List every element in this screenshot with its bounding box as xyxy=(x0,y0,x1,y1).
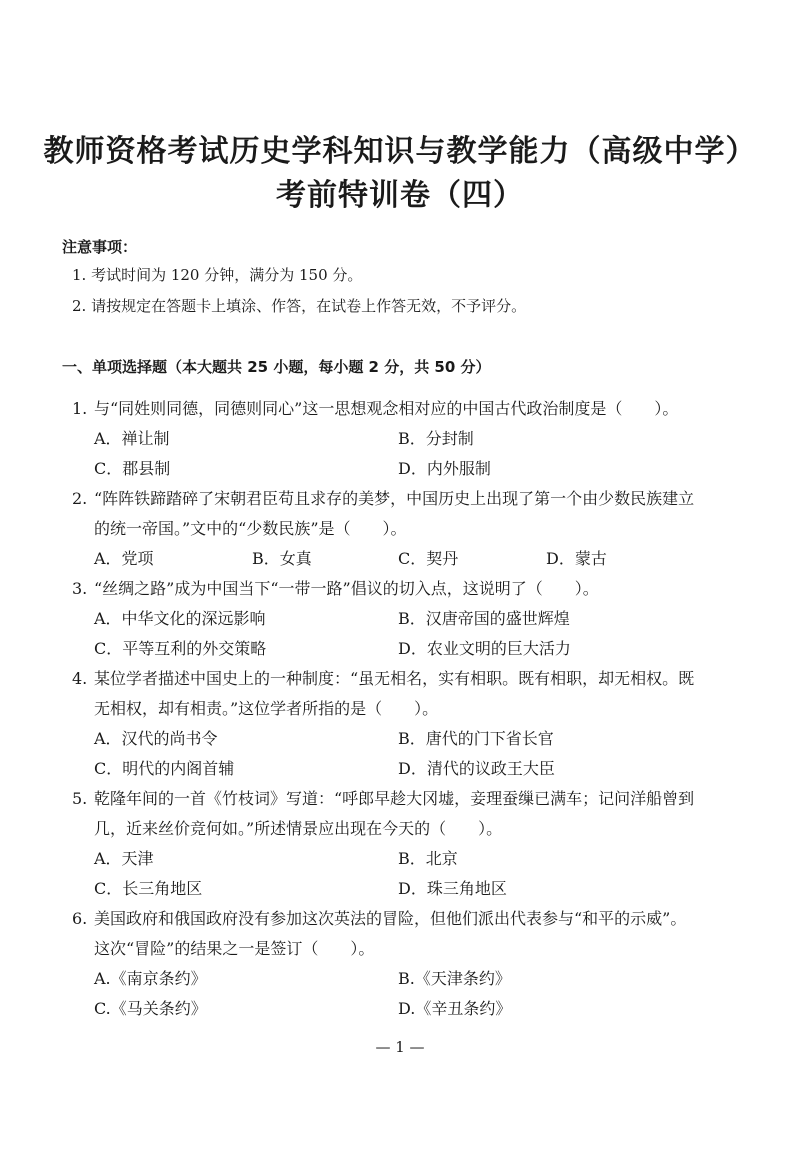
option-c[interactable]: C．郡县制 xyxy=(94,459,171,478)
exam-title-line1: 教师资格考试历史学科知识与教学能力（高级中学） xyxy=(43,134,757,169)
option-b[interactable]: B．北京 xyxy=(398,849,458,868)
option-c[interactable]: C．契丹 xyxy=(398,549,459,568)
question-number: 1. xyxy=(72,399,88,418)
option-a[interactable]: A．中华文化的深远影响 xyxy=(94,609,266,628)
option-b[interactable]: B．女真 xyxy=(252,549,312,568)
question-text-continued: 这次“冒险”的结果之一是签订（ ）。 xyxy=(94,939,375,958)
question-2 xyxy=(72,484,694,514)
notice-heading: 注意事项： xyxy=(62,238,138,256)
option-d[interactable]: D.《辛丑条约》 xyxy=(398,999,512,1018)
question-text: 美国政府和俄国政府没有参加这次英法的冒险，但他们派出代表参与“和平的示威”。 xyxy=(94,909,687,928)
option-d[interactable]: D．蒙古 xyxy=(546,549,607,568)
question-number: 3. xyxy=(72,579,88,598)
question-text-continued: 的统一帝国。”文中的“少数民族”是（ ）。 xyxy=(94,519,407,538)
option-b[interactable]: B.《天津条约》 xyxy=(398,969,511,988)
exam-title-line2: 考前特训卷（四） xyxy=(276,178,524,213)
option-d[interactable]: D．清代的议政王大臣 xyxy=(398,759,555,778)
notice-item: 2. 请按规定在答题卡上填涂、作答，在试卷上作答无效，不予评分。 xyxy=(72,297,527,315)
option-c[interactable]: C.《马关条约》 xyxy=(94,999,207,1018)
option-c[interactable]: C．长三角地区 xyxy=(94,879,203,898)
option-c[interactable]: C．明代的内阁首辅 xyxy=(94,759,235,778)
question-6 xyxy=(72,904,686,934)
question-number: 2. xyxy=(72,489,88,508)
option-a[interactable]: A．禅让制 xyxy=(94,429,170,448)
option-c[interactable]: C．平等互利的外交策略 xyxy=(94,639,267,658)
question-text: 乾隆年间的一首《竹枝词》写道：“呼郎早趁大冈墟，妾理蚕缫已满车；记问洋船曾到 xyxy=(94,789,695,808)
section-heading: 一、单项选择题（本大题共 25 小题，每小题 2 分，共 50 分） xyxy=(62,358,491,376)
question-number: 6. xyxy=(72,909,88,928)
option-d[interactable]: D．农业文明的巨大活力 xyxy=(398,639,571,658)
option-a[interactable]: A.《南京条约》 xyxy=(94,969,207,988)
option-d[interactable]: D．内外服制 xyxy=(398,459,491,478)
question-text-continued: 几，近来丝价竞何如。”所述情景应出现在今天的（ ）。 xyxy=(94,819,503,838)
question-text: “阵阵铁蹄踏碎了宋朝君臣苟且求存的美梦，中国历史上出现了第一个由少数民族建立 xyxy=(94,489,695,508)
question-1 xyxy=(72,394,678,424)
question-3 xyxy=(72,574,599,604)
question-text: 某位学者描述中国史上的一种制度：“虽无相名，实有相职。既有相职，却无相权。既 xyxy=(94,669,695,688)
option-b[interactable]: B．分封制 xyxy=(398,429,474,448)
question-text: “丝绸之路”成为中国当下“一带一路”倡议的切入点，这说明了（ ）。 xyxy=(94,579,599,598)
notice-item: 1. 考试时间为 120 分钟，满分为 150 分。 xyxy=(72,266,363,284)
question-number: 5. xyxy=(72,789,88,808)
question-5 xyxy=(72,784,694,814)
option-a[interactable]: A．党项 xyxy=(94,549,154,568)
option-a[interactable]: A．汉代的尚书令 xyxy=(94,729,218,748)
option-b[interactable]: B．汉唐帝国的盛世辉煌 xyxy=(398,609,570,628)
question-text-continued: 无相权，却有相责。”这位学者所指的是（ ）。 xyxy=(94,699,439,718)
page-number: — 1 — xyxy=(375,1038,425,1056)
question-number: 4. xyxy=(72,669,88,688)
option-b[interactable]: B．唐代的门下省长官 xyxy=(398,729,554,748)
question-text: 与“同姓则同德，同德则同心”这一思想观念相对应的中国古代政治制度是（ ）。 xyxy=(94,399,679,418)
option-d[interactable]: D．珠三角地区 xyxy=(398,879,507,898)
question-4 xyxy=(72,664,694,694)
option-a[interactable]: A．天津 xyxy=(94,849,154,868)
